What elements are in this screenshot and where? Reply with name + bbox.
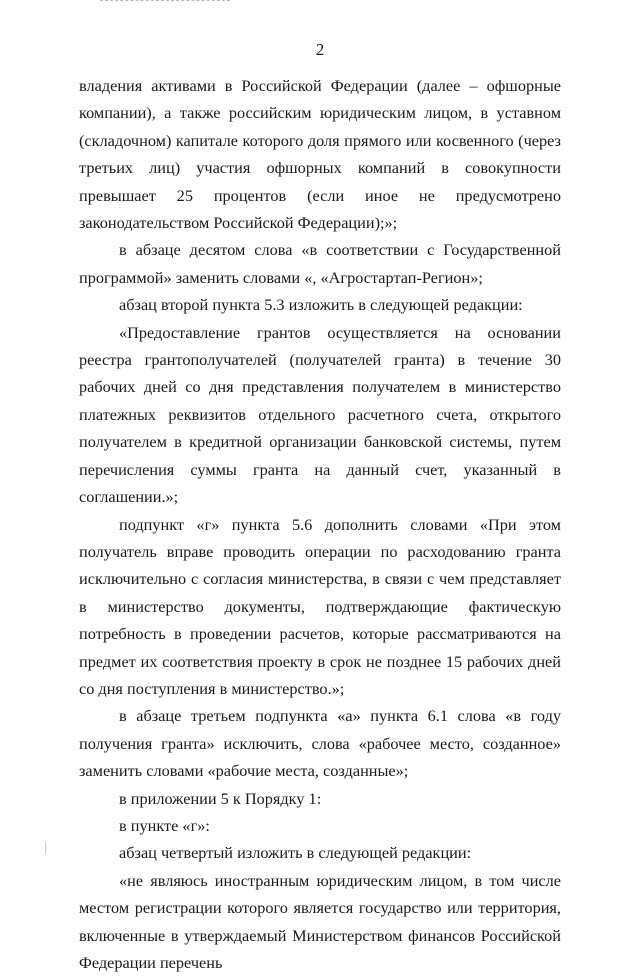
paragraph: в абзаце третьем подпункта «а» пункта 6.1 слова «в году получения гранта» исключить, слова «рабочее место, созданное» заменить словами «рабочие места, созданные»; [79, 706, 561, 781]
paragraph: владения активами в Российской Федерации (далее – офшорные компании), а также российским юридическим лицом, в уставном (складочном) капитале которого доля прямого или косвенного (через третьих лиц) участия офшорных компаний в совокупности превышает 25 процентов (если иное не предусмотрено законодательством Российской Федерации);»; [79, 76, 561, 233]
scan-margin-mark [45, 842, 46, 854]
scan-edge-line [100, 0, 230, 1]
paragraph: подпункт «г» пункта 5.6 дополнить словами «При этом получатель вправе проводить операции по расходованию гранта исключительно с согласия министерства, в связи с чем представляет в министерство документы, подтверждающие фактическую потребность в проведении расчетов, которые рассматриваются на предмет их соответствия проекту в срок не позднее 15 рабочих дней со дня поступления в министерство.»; [79, 514, 561, 698]
paragraph: в пункте «г»: [119, 815, 210, 835]
page-number: 2 [315, 40, 325, 59]
paragraph: абзац четвертый изложить в следующей редакции: [119, 843, 472, 863]
paragraph: в приложении 5 к Порядку 1: [119, 788, 322, 808]
paragraph: «не являюсь иностранным юридическим лицом, в том числе местом регистрации которого является государство или территория, включенные в утверждаемый Министерством финансов Российской Федерации перечень [79, 870, 561, 972]
paragraph: абзац второй пункта 5.3 изложить в следующей редакции: [119, 295, 523, 315]
paragraph: в абзаце десятом слова «в соответствии с Государственной программой» заменить словами «, «Агростартап-Регион»; [79, 240, 561, 287]
document-body [79, 72, 561, 976]
paragraph: «Предоставление грантов осуществляется на основании реестра грантополучателей (получателей гранта) в течение 30 рабочих дней со дня представления получателем в министерство платежных реквизитов отдельного расчетного счета, открытого получателем в кредитной организации банковской системы, путем перечисления суммы гранта на данный счет, указанный в соглашении.»; [79, 322, 561, 507]
